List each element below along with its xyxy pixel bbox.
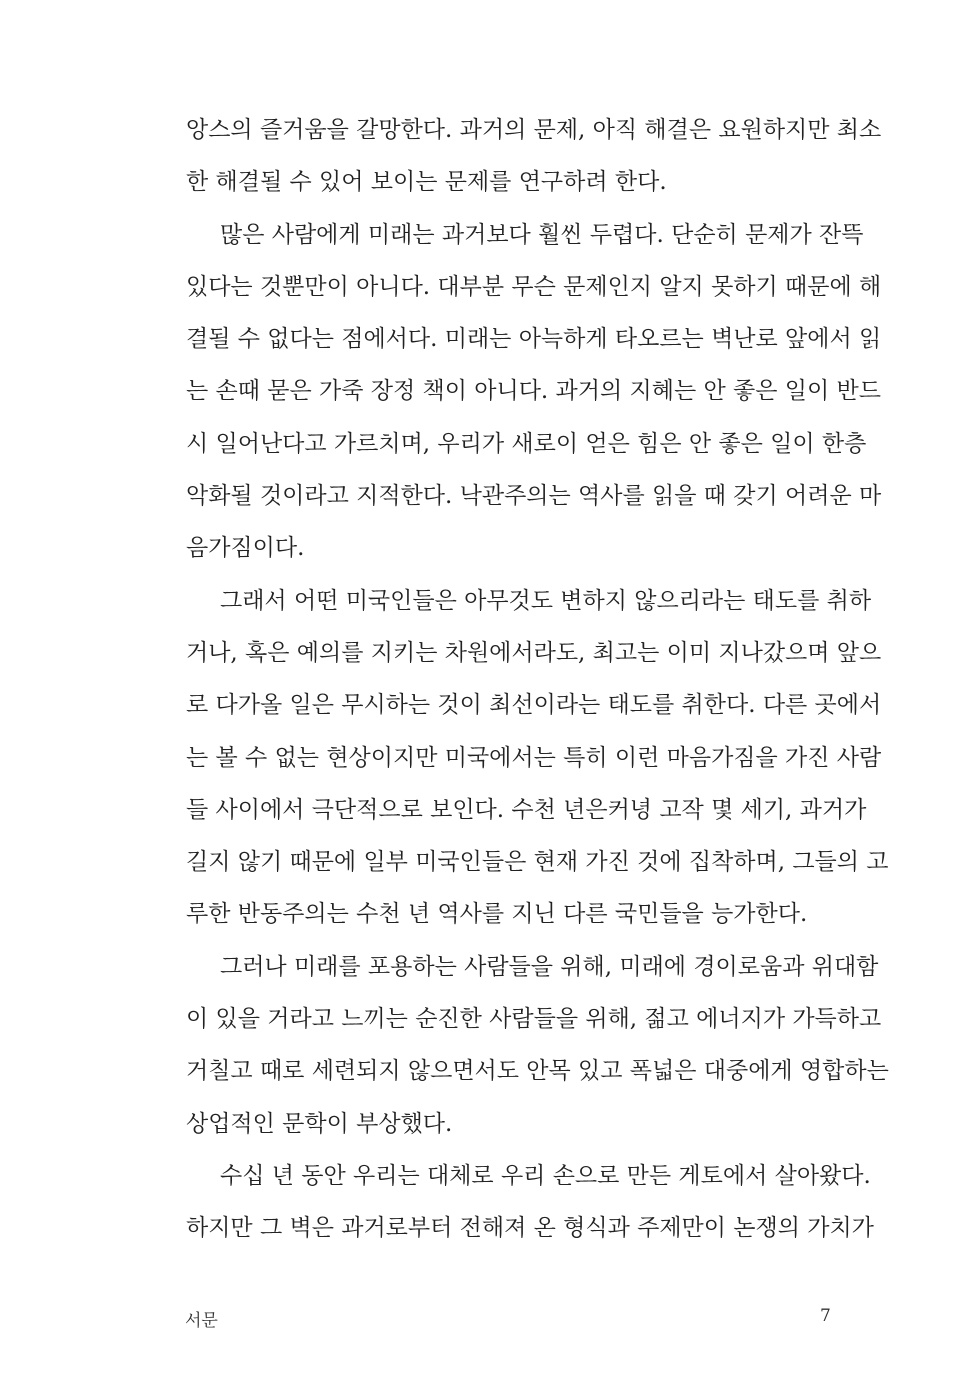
text-line: 많은 사람에게 미래는 과거보다 훨씬 두렵다. 단순히 문제가 잔뜩 [220, 221, 864, 248]
text-line: 이 있을 거라고 느끼는 순진한 사람들을 위해, 젊고 에너지가 가득하고 [186, 1006, 882, 1033]
text-line: 그래서 어떤 미국인들은 아무것도 변하지 않으리라는 태도를 취하 [220, 587, 872, 614]
text-line: 는 손때 묻은 가죽 장정 책이 아니다. 과거의 지혜는 안 좋은 일이 반드 [186, 378, 881, 405]
text-line: 그러나 미래를 포용하는 사람들을 위해, 미래에 경이로움과 위대함 [220, 953, 879, 980]
text-line: 루한 반동주의는 수천 년 역사를 지닌 다른 국민들을 능가한다. [186, 901, 808, 928]
text-line: 는 볼 수 없는 현상이지만 미국에서는 특히 이런 마음가짐을 가진 사람 [186, 744, 882, 771]
text-line: 로 다가올 일은 무시하는 것이 최선이라는 태도를 취한다. 다른 곳에서 [186, 692, 882, 719]
text-line: 수십 년 동안 우리는 대체로 우리 손으로 만든 게토에서 살아왔다. [220, 1162, 871, 1189]
page-body [186, 104, 889, 1255]
text-line: 길지 않기 때문에 일부 미국인들은 현재 가진 것에 집착하며, 그들의 고 [186, 849, 889, 876]
text-line: 악화될 것이라고 지적한다. 낙관주의는 역사를 읽을 때 갖기 어려운 마 [186, 483, 882, 510]
text-line: 결될 수 없다는 점에서다. 미래는 아늑하게 타오르는 벽난로 앞에서 읽 [186, 326, 882, 353]
text-line: 상업적인 문학이 부상했다. [186, 1110, 453, 1137]
text-line: 시 일어난다고 가르치며, 우리가 새로이 얻은 힘은 안 좋은 일이 한층 [186, 430, 867, 457]
text-line: 한 해결될 수 있어 보이는 문제를 연구하려 한다. [186, 169, 667, 196]
text-line: 하지만 그 벽은 과거로부터 전해져 온 형식과 주제만이 논쟁의 가치가 [186, 1215, 874, 1242]
text-line: 있다는 것뿐만이 아니다. 대부분 무슨 문제인지 알지 못하기 때문에 해 [186, 273, 882, 300]
text-line: 앙스의 즐거움을 갈망한다. 과거의 문제, 아직 해결은 요원하지만 최소 [186, 117, 882, 143]
text-line: 들 사이에서 극단적으로 보인다. 수천 년은커녕 고작 몇 세기, 과거가 [186, 796, 867, 823]
running-footer-section: 서문 [185, 1311, 218, 1331]
text-line: 음가짐이다. [186, 535, 305, 562]
page-number: 7 [820, 1306, 831, 1326]
text-line: 거나, 혹은 예의를 지키는 차원에서라도, 최고는 이미 지나갔으며 앞으 [186, 639, 882, 666]
text-line: 거칠고 때로 세련되지 않으면서도 안목 있고 폭넓은 대중에게 영합하는 [186, 1058, 889, 1085]
